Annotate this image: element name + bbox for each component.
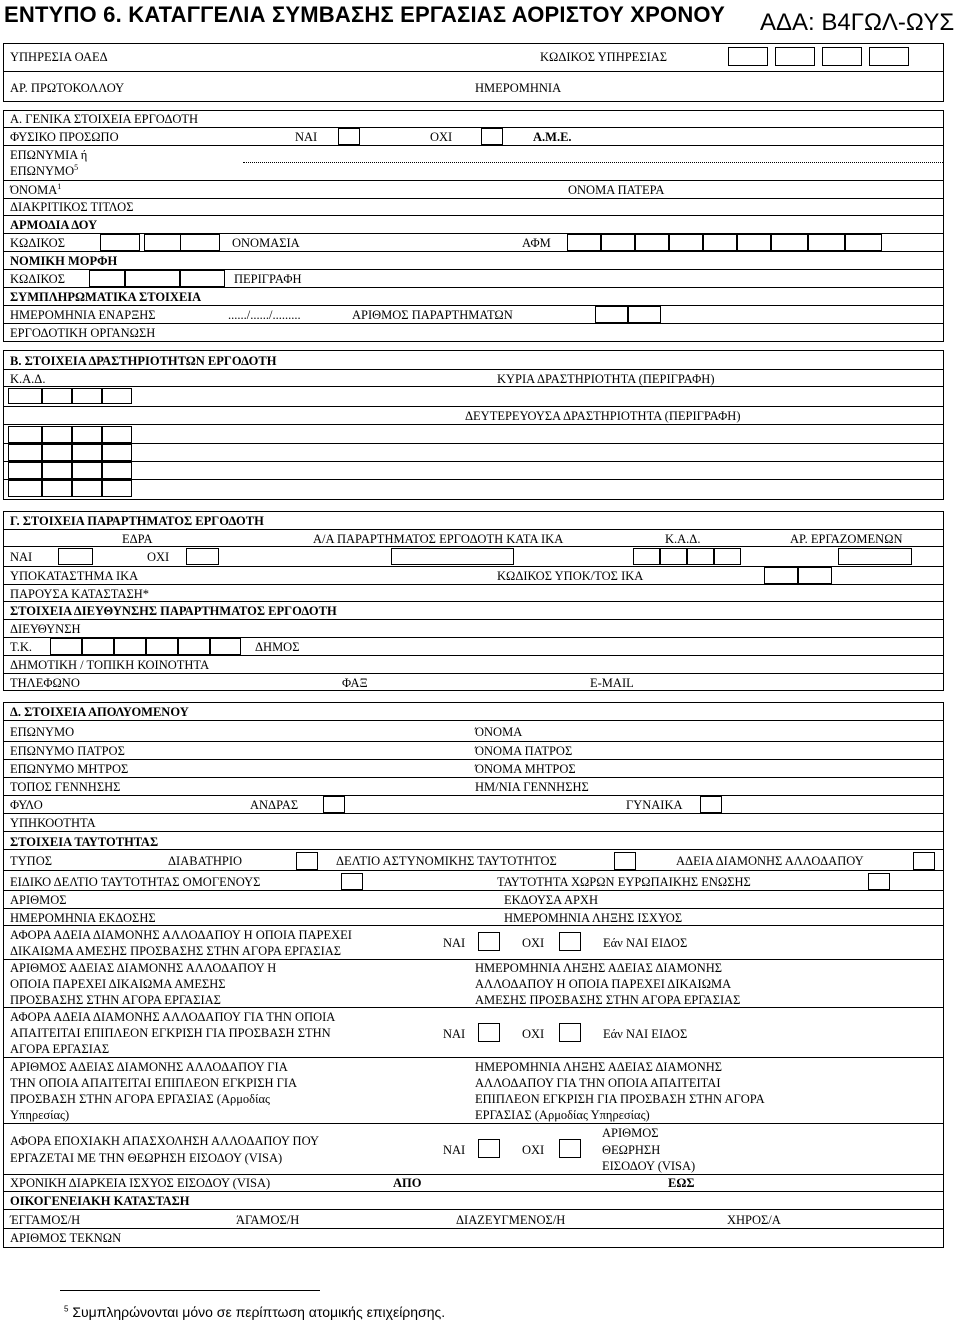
employees-count-input[interactable] xyxy=(838,548,912,565)
eu-id-label: ΤΑΥΤΟΤΗΤΑ ΧΩΡΩΝ ΕΥΡΩΠΑΙΚΗΣ ΕΝΩΣΗΣ xyxy=(497,875,751,889)
permit2-expiry-line-3: ΕΠΙΠΛΕΟΝ ΕΓΚΡΙΣΗ ΓΙΑ ΠΡΟΣΒΑΣΗ ΣΤΗΝ ΑΓΟΡΑ xyxy=(475,1092,765,1106)
divorced-label: ΔΙΑΖΕΥΓΜΕΝΟΣ/Η xyxy=(456,1213,566,1227)
permit-expiry-line-3: ΑΜΕΣΗΣ ΠΡΟΣΒΑΣΗΣ ΣΤΗΝ ΑΓΟΡΑ ΕΡΓΑΣΙΑΣ xyxy=(475,993,741,1007)
q3-no-label: ΟΧΙ xyxy=(522,1143,545,1157)
branch-number-input[interactable] xyxy=(391,548,514,565)
phone-label: ΤΗΛΕΦΩΝΟ xyxy=(10,676,80,690)
company-name-label: ΕΠΩΝΥΜΙΑ ή xyxy=(10,148,88,162)
father-name-label: ΌΝΟΜΑ ΠΑΤΡΟΣ xyxy=(475,744,573,758)
branch-kad-box[interactable] xyxy=(660,548,687,565)
service-code-box[interactable] xyxy=(869,47,909,66)
mother-name-label: ΌΝΟΜΑ ΜΗΤΡΟΣ xyxy=(475,762,576,776)
legal-form-code-label: ΚΩΔΙΚΟΣ xyxy=(10,272,65,286)
start-date-label: ΗΜΕΡΟΜΗΝΙΑ ΕΝΑΡΞΗΣ xyxy=(10,308,156,322)
gender-label: ΦΥΛΟ xyxy=(10,798,43,812)
permit2-expiry-line-1: ΗΜΕΡΟΜΗΝΙΑ ΛΗΞΗΣ ΑΔΕΙΑΣ ΔΙΑΜΟΝΗΣ xyxy=(475,1060,723,1074)
father-name-label: ΟΝΟΜΑ ΠΑΤΕΡΑ xyxy=(568,183,665,197)
additional-data-heading: ΣΥΜΠΛΗΡΩΜΑΤΙΚΑ ΣΤΟΙΧΕΙΑ xyxy=(10,290,202,304)
birth-place-label: ΤΟΠΟΣ ΓΕΝΝΗΣΗΣ xyxy=(10,780,121,794)
date-label: ΗΜΕΡΟΜΗΝΙΑ xyxy=(475,81,562,95)
q3-yes-label: ΝΑΙ xyxy=(443,1143,466,1157)
tax-office-heading: ΑΡΜΟΔΙΑ ΔΟΥ xyxy=(10,218,98,232)
homogenous-id-label: ΕΙΔΙΚΟ ΔΕΛΤΙΟ ΤΑΥΤΟΤΗΤΑΣ ΟΜΟΓΕΝΟΥΣ xyxy=(10,875,261,889)
secondary-kad-box[interactable] xyxy=(102,480,132,497)
surname-label: ΕΠΩΝΥΜΟ xyxy=(10,164,75,178)
afm-digit-box[interactable] xyxy=(737,234,771,251)
visa-number-line-2: ΘΕΩΡΗΣΗ xyxy=(602,1143,661,1157)
section-c-heading: Γ. ΣΤΟΙΧΕΙΑ ΠΑΡΑΡΤΗΜΑΤΟΣ ΕΡΓΟΔΟΤΗ xyxy=(10,514,264,528)
footnote-text: Συμπληρώνονται μόνο σε περίπτωση ατομικής επιχείρησης. xyxy=(72,1304,446,1320)
permit-number-line-2: ΟΠΟΙΑ ΠΑΡΕΧΕΙ ΔΙΚΑΙΩΜΑ ΑΜΕΣΗΣ xyxy=(10,977,226,991)
legal-form-description-label: ΠΕΡΙΓΡΑΦΗ xyxy=(234,272,302,286)
residence-permit-checkbox[interactable] xyxy=(913,852,935,870)
seat-label: ΕΔΡΑ xyxy=(122,532,153,546)
seat-yes-label: ΝΑΙ xyxy=(10,550,33,564)
afm-digit-box[interactable] xyxy=(771,234,808,251)
q3-line-2: ΕΡΓΑΖΕΤΑΙ ΜΕ ΤΗΝ ΘΕΩΡΗΣΗ ΕΙΣΟΔΟΥ (VISA) xyxy=(10,1151,283,1165)
q2-line-1: ΑΦΟΡΑ ΑΔΕΙΑ ΔΙΑΜΟΝΗΣ ΑΛΛΟΔΑΠΟΥ ΓΙΑ ΤΗΝ ΟΠΟΙΑ xyxy=(10,1010,336,1024)
branch-kad-box[interactable] xyxy=(714,548,741,565)
ika-code-label: ΚΩΔΙΚΟΣ ΥΠΟΚ/ΤΟΣ ΙΚΑ xyxy=(497,569,644,583)
natural-person-yes-checkbox[interactable] xyxy=(338,128,360,145)
start-date-value[interactable]: ....../....../......... xyxy=(228,308,301,322)
gender-female-checkbox[interactable] xyxy=(700,796,722,813)
mother-surname-label: ΕΠΩΝΥΜΟ ΜΗΤΡΟΣ xyxy=(10,762,129,776)
residence-permit-label: ΑΔΕΙΑ ΔΙΑΜΟΝΗΣ ΑΛΛΟΔΑΠΟΥ xyxy=(676,854,864,868)
q3-yes-checkbox[interactable] xyxy=(478,1139,500,1158)
branch-kad-label: Κ.Α.Δ. xyxy=(665,532,701,546)
permit2-number-line-4: Υπηρεσίας) xyxy=(10,1108,70,1122)
permit-expiry-line-2: ΑΛΛΟΔΑΠΟΥ Η ΟΠΟΙΑ ΠΑΡΕΧΕΙ ΔΙΚΑΙΩΜΑ xyxy=(475,977,732,991)
postal-code-box[interactable] xyxy=(146,638,178,655)
married-label: ΈΓΓΑΜΟΣ/Η xyxy=(10,1213,81,1227)
ada-stamp: ΑΔΑ: Β4ΓΩΛ-ΩΥΣ xyxy=(760,9,955,36)
ame-label: Α.Μ.Ε. xyxy=(533,130,572,144)
secondary-kad-box[interactable] xyxy=(42,444,72,461)
section-b-heading: Β. ΣΤΟΙΧΕΙΑ ΔΡΑΣΤΗΡΙΟΤΗΤΩΝ ΕΡΓΟΔΟΤΗ xyxy=(10,354,277,368)
ika-code-box[interactable] xyxy=(764,567,798,584)
branch-kad-box[interactable] xyxy=(687,548,714,565)
afm-digit-box[interactable] xyxy=(845,234,882,251)
q2-yes-label: ΝΑΙ xyxy=(443,1027,466,1041)
afm-digit-box[interactable] xyxy=(635,234,669,251)
seat-yes-checkbox[interactable] xyxy=(58,548,93,565)
id-type-label: ΤΥΠΟΣ xyxy=(10,854,52,868)
afm-digit-box[interactable] xyxy=(808,234,845,251)
secondary-kad-box[interactable] xyxy=(72,480,102,497)
permit2-expiry-line-4: ΕΡΓΑΣΙΑΣ (Αρμοδίας Υπηρεσίας) xyxy=(475,1108,650,1122)
secondary-kad-box[interactable] xyxy=(102,462,132,479)
secondary-kad-box[interactable] xyxy=(8,444,42,461)
visa-number-line-3: ΕΙΣΟΔΟΥ (VISA) xyxy=(602,1159,696,1173)
homogenous-id-checkbox[interactable] xyxy=(341,873,363,890)
visa-number-line-1: ΑΡΙΘΜΟΣ xyxy=(602,1126,659,1140)
employee-surname-label: ΕΠΩΝΥΜΟ xyxy=(10,725,75,739)
afm-digit-box[interactable] xyxy=(669,234,703,251)
legal-form-code-box[interactable] xyxy=(180,270,225,287)
section-a-heading: Α. ΓΕΝΙΚΑ ΣΤΟΙΧΕΙΑ ΕΡΓΟΔΟΤΗ xyxy=(10,112,199,126)
seat-no-label: ΟΧΙ xyxy=(147,550,170,564)
permit-expiry-line-1: ΗΜΕΡΟΜΗΝΙΑ ΛΗΞΗΣ ΑΔΕΙΑΣ ΔΙΑΜΟΝΗΣ xyxy=(475,961,723,975)
afm-digit-box[interactable] xyxy=(601,234,635,251)
section-d-frame xyxy=(3,702,944,1248)
secondary-kad-box[interactable] xyxy=(8,426,42,443)
afm-digit-box[interactable] xyxy=(703,234,737,251)
secondary-activity-label: ΔΕΥΤΕΡΕΥΟΥΣΑ ΔΡΑΣΤΗΡΙΟΤΗΤΑ (ΠΕΡΙΓΡΑΦΗ) xyxy=(465,409,741,423)
afm-digit-box[interactable] xyxy=(567,234,601,251)
main-kad-box[interactable] xyxy=(42,388,72,404)
tax-office-code-box[interactable] xyxy=(100,234,140,251)
widowed-label: ΧΗΡΟΣ/Α xyxy=(727,1213,781,1227)
gender-male-label: ΑΝΔΡΑΣ xyxy=(250,798,299,812)
eu-id-checkbox[interactable] xyxy=(868,873,890,890)
company-name-dotted-line[interactable] xyxy=(243,162,943,163)
q1-yes-checkbox[interactable] xyxy=(478,932,500,951)
service-code-label: ΚΩΔΙΚΟΣ ΥΠΗΡΕΣΙΑΣ xyxy=(540,50,668,64)
postal-code-box[interactable] xyxy=(210,638,241,655)
email-label: E-MAIL xyxy=(590,676,634,690)
tax-office-code-label: ΚΩΔΙΚΟΣ xyxy=(10,236,65,250)
tax-office-name-label: ΟΝΟΜΑΣΙΑ xyxy=(232,236,300,250)
q3-line-1: ΑΦΟΡΑ ΕΠΟΧΙΑΚΗ ΑΠΑΣΧΟΛΗΣΗ ΑΛΛΟΔΑΠΟΥ ΠΟΥ xyxy=(10,1134,319,1148)
footnote-separator xyxy=(60,1290,320,1291)
issuing-authority-label: ΕΚΔΟΥΣΑ ΑΡΧΗ xyxy=(504,893,598,907)
employees-count-label: ΑΡ. ΕΡΓΑΖΟΜΕΝΩΝ xyxy=(790,532,903,546)
q1-no-label: ΟΧΙ xyxy=(522,936,545,950)
section-d-heading: Δ. ΣΤΟΙΧΕΙΑ ΑΠΟΛΥΟΜΕΝΟΥ xyxy=(10,705,189,719)
issue-date-label: ΗΜΕΡΟΜΗΝΙΑ ΕΚΔΟΣΗΣ xyxy=(10,911,156,925)
natural-person-no-label: ΟΧΙ xyxy=(430,130,453,144)
tax-office-code-box[interactable] xyxy=(180,234,220,251)
expiry-date-label: ΗΜΕΡΟΜΗΝΙΑ ΛΗΞΗΣ ΙΣΧΥΟΣ xyxy=(504,911,683,925)
branches-count-box[interactable] xyxy=(628,306,661,323)
ika-code-box[interactable] xyxy=(798,567,832,584)
q3-no-checkbox[interactable] xyxy=(559,1139,581,1158)
police-id-label: ΔΕΛΤΙΟ ΑΣΤΥΝΟΜΙΚΗΣ ΤΑΥΤΟΤΗΤΟΣ xyxy=(336,854,557,868)
q1-if-yes-type-label: Εάν ΝΑΙ ΕΙΔΟΣ xyxy=(603,936,688,950)
natural-person-label: ΦΥΣΙΚΟ ΠΡΟΣΩΠΟ xyxy=(10,130,119,144)
passport-checkbox[interactable] xyxy=(296,852,318,870)
service-label: ΥΠΗΡΕΣΙΑ ΟΑΕΔ xyxy=(10,50,108,64)
id-number-label: ΑΡΙΘΜΟΣ xyxy=(10,893,67,907)
kad-label: Κ.Α.Δ. xyxy=(10,372,46,386)
natural-person-yes-label: ΝΑΙ xyxy=(295,130,318,144)
father-surname-label: ΕΠΩΝΥΜΟ ΠΑΤΡΟΣ xyxy=(10,744,125,758)
q2-no-label: ΟΧΙ xyxy=(522,1027,545,1041)
permit2-number-line-3: ΠΡΟΣΒΑΣΗ ΣΤΗΝ ΑΓΟΡΑ ΕΡΓΑΣΙΑΣ (Αρμοδίας xyxy=(10,1092,270,1106)
gender-female-label: ΓΥΝΑΙΚΑ xyxy=(626,798,683,812)
first-name-label: ΌΝΟΜΑ xyxy=(10,183,58,197)
footnote-ref: 5 xyxy=(74,162,79,172)
postal-code-box[interactable] xyxy=(50,638,82,655)
afm-label: ΑΦΜ xyxy=(522,236,551,250)
main-kad-box[interactable] xyxy=(72,388,102,404)
legal-form-code-box[interactable] xyxy=(125,270,180,287)
current-status-label: ΠΑΡΟΥΣΑ ΚΑΤΑΣΤΑΣΗ* xyxy=(10,587,150,601)
q2-yes-checkbox[interactable] xyxy=(478,1023,500,1042)
secondary-kad-box[interactable] xyxy=(72,426,102,443)
secondary-kad-box[interactable] xyxy=(42,480,72,497)
branches-count-box[interactable] xyxy=(595,306,628,323)
secondary-kad-box[interactable] xyxy=(8,480,42,497)
main-kad-box[interactable] xyxy=(102,388,132,404)
branch-address-heading: ΣΤΟΙΧΕΙΑ ΔΙΕΥΘΥΝΣΗΣ ΠΑΡΑΡΤΗΜΑΤΟΣ ΕΡΓΟΔΟΤΗ xyxy=(10,604,337,618)
visa-duration-label: ΧΡΟΝΙΚΗ ΔΙΑΡΚΕΙΑ ΙΣΧΥΟΣ ΕΙΣΟΔΟΥ (VISA) xyxy=(10,1176,271,1190)
seat-no-checkbox[interactable] xyxy=(186,548,219,565)
postal-code-box[interactable] xyxy=(114,638,146,655)
secondary-kad-box[interactable] xyxy=(8,462,42,479)
service-code-box[interactable] xyxy=(775,47,815,66)
postal-code-box[interactable] xyxy=(178,638,210,655)
q1-no-checkbox[interactable] xyxy=(559,932,581,951)
permit-number-line-3: ΠΡΟΣΒΑΣΗΣ ΣΤΗΝ ΑΓΟΡΑ ΕΡΓΑΣΙΑΣ xyxy=(10,993,221,1007)
secondary-kad-box[interactable] xyxy=(72,444,102,461)
permit-number-line-1: ΑΡΙΘΜΟΣ ΑΔΕΙΑΣ ΔΙΑΜΟΝΗΣ ΑΛΛΟΔΑΠΟΥ Η xyxy=(10,961,277,975)
birth-date-label: ΗΜ/ΝΙΑ ΓΕΝΝΗΣΗΣ xyxy=(475,780,589,794)
permit2-expiry-line-2: ΑΛΛΟΔΑΠΟΥ ΓΙΑ ΤΗΝ ΟΠΟΙΑ ΑΠΑΙΤΕΙΤΑΙ xyxy=(475,1076,721,1090)
permit2-number-line-2: ΤΗΝ ΟΠΟΙΑ ΑΠΑΙΤΕΙΤΑΙ ΕΠΙΠΛΕΟΝ ΕΓΚΡΙΣΗ ΓΙΑ xyxy=(10,1076,298,1090)
legal-form-heading: ΝΟΜΙΚΗ ΜΟΡΦΗ xyxy=(10,254,118,268)
q1-yes-label: ΝΑΙ xyxy=(443,936,466,950)
postal-code-box[interactable] xyxy=(82,638,114,655)
q2-if-yes-type-label: Εάν ΝΑΙ ΕΙΔΟΣ xyxy=(603,1027,688,1041)
secondary-kad-box[interactable] xyxy=(102,426,132,443)
gender-male-checkbox[interactable] xyxy=(323,796,345,813)
branch-number-label: Α/Α ΠΑΡΑΡΤΗΜΑΤΟΣ ΕΡΓΟΔΟΤΗ ΚΑΤΑ ΙΚΑ xyxy=(313,532,564,546)
distinctive-title-label: ΔΙΑΚΡΙΤΙΚΟΣ ΤΙΤΛΟΣ xyxy=(10,200,134,214)
q2-no-checkbox[interactable] xyxy=(559,1023,581,1042)
nationality-label: ΥΠΗΚΟΟΤΗΤΑ xyxy=(10,816,96,830)
q2-line-3: ΑΓΟΡΑ ΕΡΓΑΣΙΑΣ xyxy=(10,1042,110,1056)
footnote-ref: 1 xyxy=(57,181,62,191)
main-kad-box[interactable] xyxy=(8,388,42,404)
id-data-heading: ΣΤΟΙΧΕΙΑ ΤΑΥΤΟΤΗΤΑΣ xyxy=(10,835,159,849)
section-b-frame xyxy=(3,350,944,500)
protocol-number-label: ΑΡ. ΠΡΩΤΟΚΟΛΛΟΥ xyxy=(10,81,125,95)
secondary-kad-box[interactable] xyxy=(42,462,72,479)
address-label: ΔΙΕΥΘΥΝΣΗ xyxy=(10,622,81,636)
visa-to-label: ΕΩΣ xyxy=(668,1176,695,1190)
branches-count-label: ΑΡΙΘΜΟΣ ΠΑΡΑΡΤΗΜΑΤΩΝ xyxy=(352,308,513,322)
tax-office-code-box[interactable] xyxy=(144,234,184,251)
q1-line-1: ΑΦΟΡΑ ΑΔΕΙΑ ΔΙΑΜΟΝΗΣ ΑΛΛΟΔΑΠΟΥ Η ΟΠΟΙΑ ΠΑΡΕΧΕΙ xyxy=(10,928,352,942)
q2-line-2: ΑΠΑΙΤΕΙΤΑΙ ΕΠΙΠΛΕΟΝ ΕΓΚΡΙΣΗ ΓΙΑ ΠΡΟΣΒΑΣΗ ΣΤΗΝ xyxy=(10,1026,331,1040)
single-label: ΆΓΑΜΟΣ/Η xyxy=(236,1213,300,1227)
secondary-kad-box[interactable] xyxy=(72,462,102,479)
main-activity-label: ΚΥΡΙΑ ΔΡΑΣΤΗΡΙΟΤΗΤΑ (ΠΕΡΙΓΡΑΦΗ) xyxy=(497,372,715,386)
document-title: ΕΝΤΥΠΟ 6. ΚΑΤΑΓΓΕΛΙΑ ΣΥΜΒΑΣΗΣ ΕΡΓΑΣΙΑΣ ΑΟΡΙΣΤΟΥ ΧΡΟΝΟΥ xyxy=(4,2,725,27)
service-code-box[interactable] xyxy=(728,47,768,66)
community-label: ΔΗΜΟΤΙΚΗ / ΤΟΠΙΚΗ ΚΟΙΝΟΤΗΤΑ xyxy=(10,658,210,672)
family-status-heading: ΟΙΚΟΓΕΝΕΙΑΚΗ ΚΑΤΑΣΤΑΣΗ xyxy=(10,1194,190,1208)
natural-person-no-checkbox[interactable] xyxy=(481,128,503,145)
permit2-number-line-1: ΑΡΙΘΜΟΣ ΑΔΕΙΑΣ ΔΙΑΜΟΝΗΣ ΑΛΛΟΔΑΠΟΥ ΓΙΑ xyxy=(10,1060,288,1074)
postal-code-label: Τ.Κ. xyxy=(10,640,32,654)
police-id-checkbox[interactable] xyxy=(614,852,636,870)
passport-label: ΔΙΑΒΑΤΗΡΙΟ xyxy=(168,854,243,868)
q1-line-2: ΔΙΚΑΙΩΜΑ ΑΜΕΣΗΣ ΠΡΟΣΒΑΣΗΣ ΣΤΗΝ ΑΓΟΡΑ ΕΡΓΑΣΙΑΣ xyxy=(10,944,342,958)
municipality-label: ΔΗΜΟΣ xyxy=(255,640,300,654)
employer-org-label: ΕΡΓΟΔΟΤΙΚΗ ΟΡΓΑΝΩΣΗ xyxy=(10,326,156,340)
children-count-label: ΑΡΙΘΜΟΣ ΤΕΚΝΩΝ xyxy=(10,1231,122,1245)
ika-branch-label: ΥΠΟΚΑΤΑΣΤΗΜΑ ΙΚΑ xyxy=(10,569,139,583)
fax-label: ΦΑΞ xyxy=(342,676,368,690)
secondary-kad-box[interactable] xyxy=(102,444,132,461)
service-code-box[interactable] xyxy=(822,47,862,66)
employee-first-name-label: ΌΝΟΜΑ xyxy=(475,725,523,739)
legal-form-code-box[interactable] xyxy=(89,270,125,287)
branch-kad-box[interactable] xyxy=(633,548,660,565)
visa-from-label: ΑΠΟ xyxy=(393,1176,422,1190)
secondary-kad-box[interactable] xyxy=(42,426,72,443)
footnote-number: 5 xyxy=(64,1304,69,1314)
